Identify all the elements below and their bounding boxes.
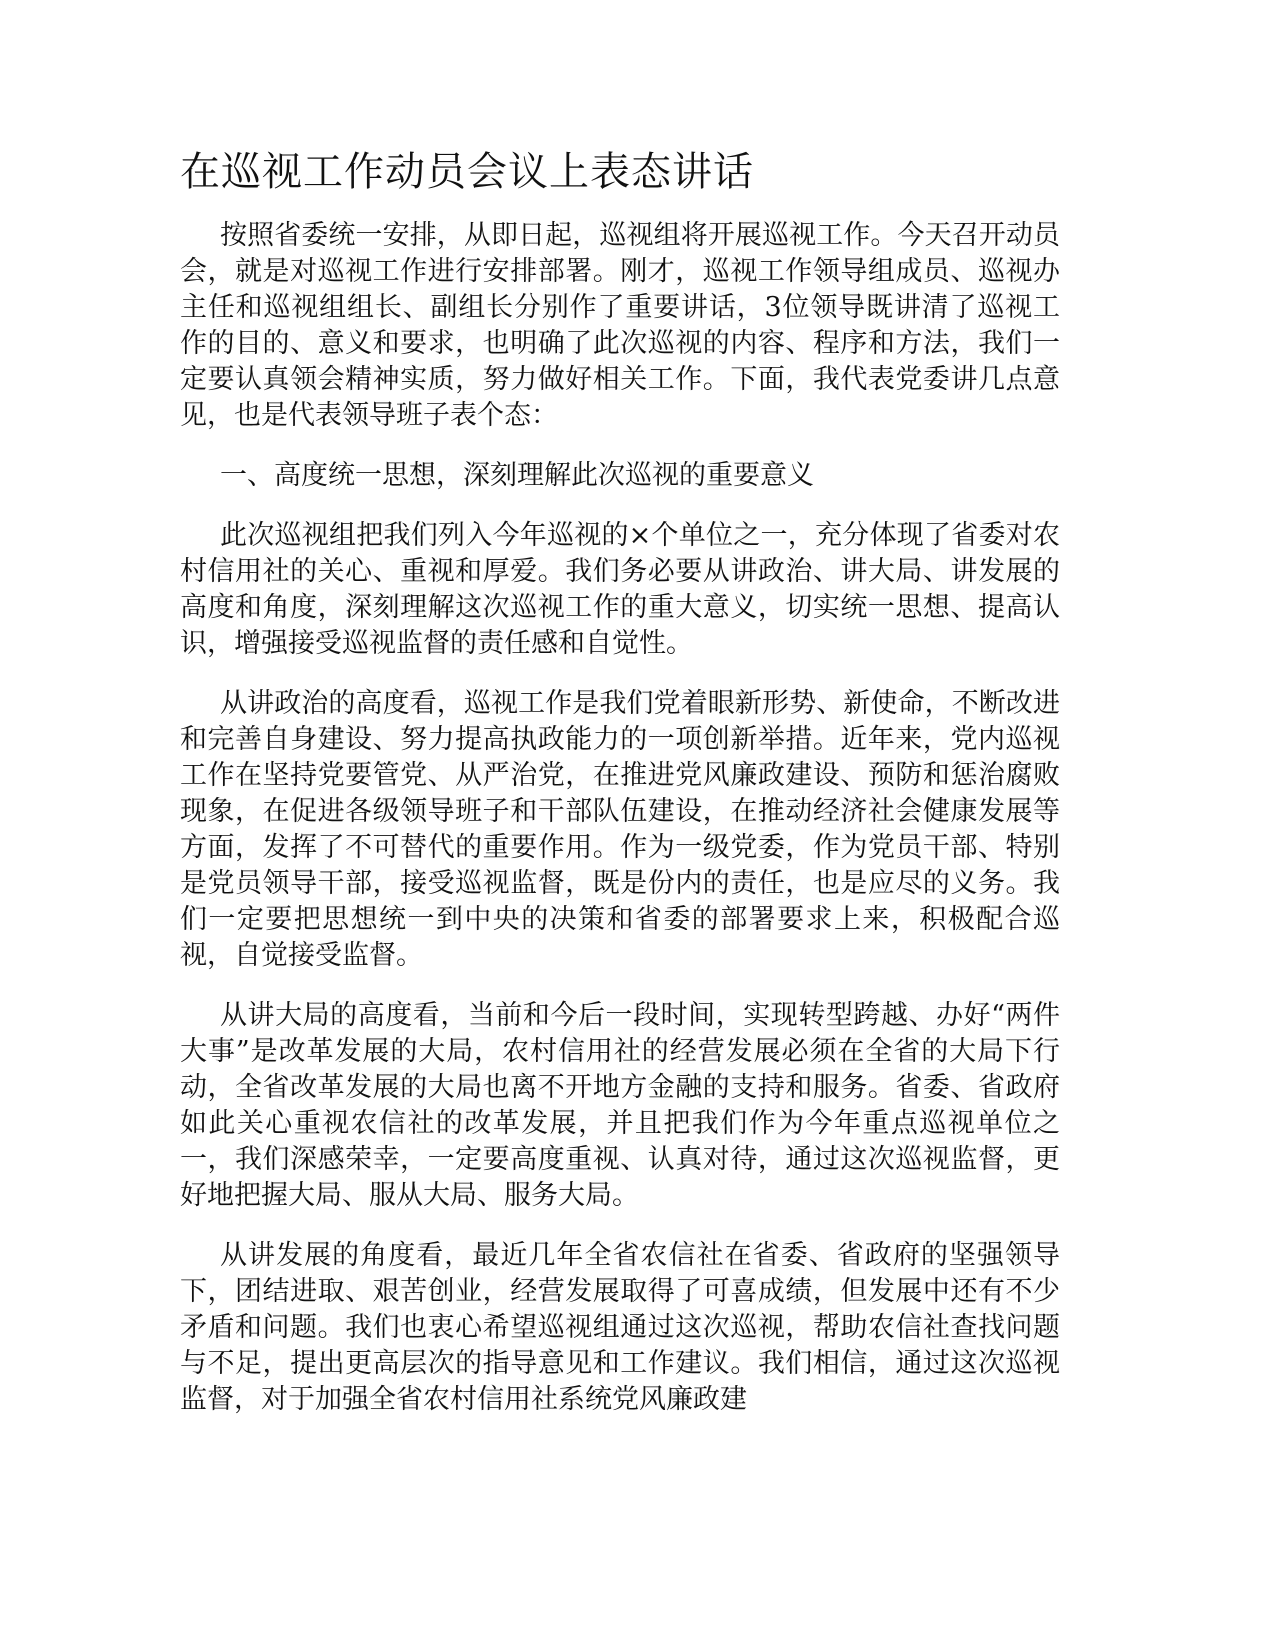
paragraph-political-perspective: 从讲政治的高度看，巡视工作是我们党着眼新形势、新使命，不断改进和完善自身建设、努力提高执政能力的一项创新举措。近年来，党内巡视工作在坚持党要管党、从严治党，在推进党风廉政建设、预防和惩治腐败现象，在促进各级领导班子和干部队伍建设，在推动经济社会健康发展等方面，发挥了不可替代的重要作用。作为一级党委，作为党员干部、特别是党员领导干部，接受巡视监督，既是份内的责任，也是应尽的义务。我们一定要把思想统一到中央的决策和省委的部署要求上来，积极配合巡视，自觉接受监督。 xyxy=(180,688,1060,971)
document-title: 在巡视工作动员会议上表态讲话 xyxy=(180,149,754,195)
paragraph-section-1-intro: 此次巡视组把我们列入今年巡视的×个单位之一，充分体现了省委对农村信用社的关心、重视和厚爱。我们务必要从讲政治、讲大局、讲发展的高度和角度，深刻理解这次巡视工作的重大意义，切实统一思想、提高认识，增强接受巡视监督的责任感和自觉性。 xyxy=(180,520,1060,659)
section-heading-1: 一、高度统一思想，深刻理解此次巡视的重要意义 xyxy=(220,460,814,491)
document-page xyxy=(180,148,1060,1442)
paragraph-overall-situation: 从讲大局的高度看，当前和今后一段时间，实现转型跨越、办好“两件大事”是改革发展的大局，农村信用社的经营发展必须在全省的大局下行动，全省改革发展的大局也离不开地方金融的支持和服务。省委、省政府如此关心重视农信社的改革发展，并且把我们作为今年重点巡视单位之一，我们深感荣幸，一定要高度重视、认真对待，通过这次巡视监督，更好地把握大局、服从大局、服务大局。 xyxy=(180,1000,1060,1211)
paragraph-intro: 按照省委统一安排，从即日起，巡视组将开展巡视工作。今天召开动员会，就是对巡视工作进行安排部署。刚才，巡视工作领导组成员、巡视办主任和巡视组组长、副组长分别作了重要讲话，3位领导既讲清了巡视工作的目的、意义和要求，也明确了此次巡视的内容、程序和方法，我们一定要认真领会精神实质，努力做好相关工作。下面，我代表党委讲几点意见，也是代表领导班子表个态： xyxy=(180,220,1060,431)
paragraph-development-perspective: 从讲发展的角度看，最近几年全省农信社在省委、省政府的坚强领导下，团结进取、艰苦创业，经营发展取得了可喜成绩，但发展中还有不少矛盾和问题。我们也衷心希望巡视组通过这次巡视，帮助农信社查找问题与不足，提出更高层次的指导意见和工作建议。我们相信，通过这次巡视监督，对于加强全省农村信用社系统党风廉政建 xyxy=(180,1240,1060,1415)
